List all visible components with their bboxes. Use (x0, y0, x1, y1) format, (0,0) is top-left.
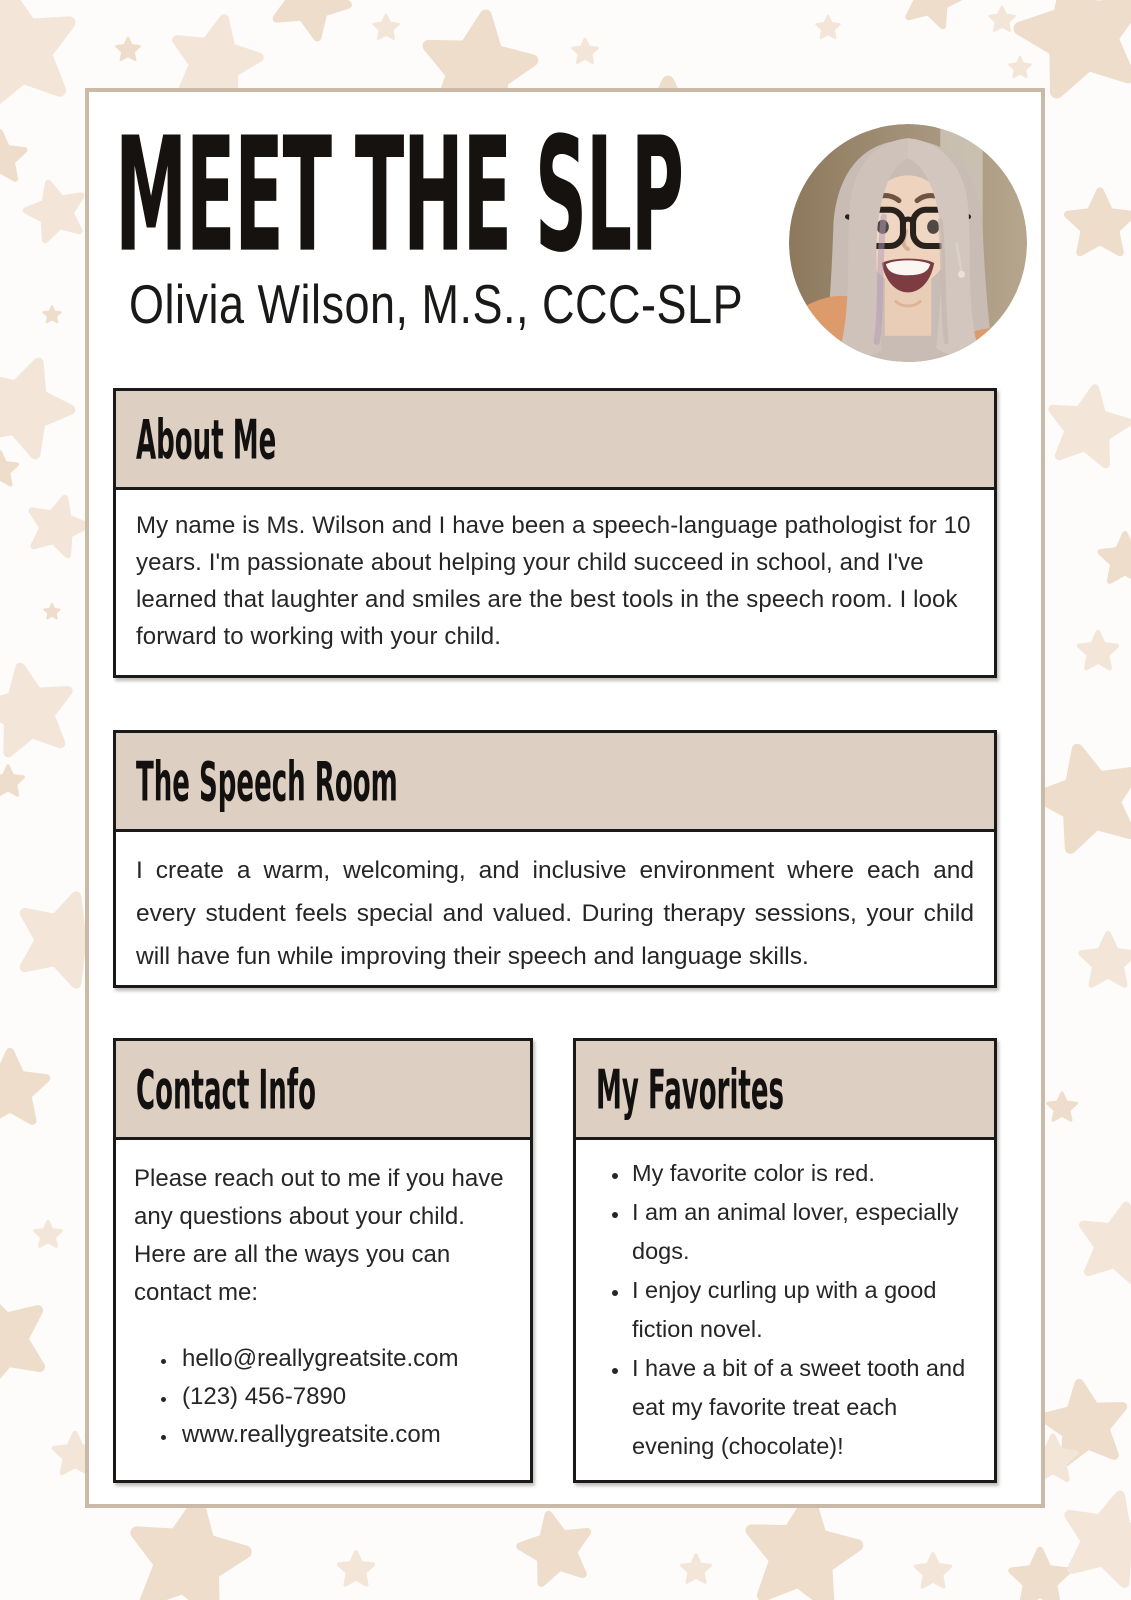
content-panel (85, 88, 1045, 1508)
favorites-item: • I have a bit of a sweet tooth and eat my favorite treat each evening (chocolate)! (630, 1349, 980, 1466)
speech-room-text: I create a warm, welcoming, and inclusive environment where each and every student feels special and valued. During therapy sessions, your child will have fun while improving their speech and language skills. (136, 857, 974, 970)
about-me-header-bar (116, 391, 994, 490)
about-me-heading: About Me (136, 407, 277, 471)
contact-list (134, 1340, 512, 1454)
about-me-body (116, 490, 994, 672)
favorites-list (590, 1154, 980, 1466)
contact-info-heading: Contact Info (136, 1057, 316, 1121)
speech-room-header-bar (116, 733, 994, 832)
favorites-item: • I enjoy curling up with a good fiction novel. (630, 1271, 980, 1349)
contact-info-header-bar (116, 1041, 530, 1140)
page-title: MEET THE SLP (115, 102, 683, 288)
section-contact-info (113, 1038, 533, 1483)
avatar-illustration (789, 124, 1027, 362)
section-my-favorites (573, 1038, 997, 1483)
contact-item-phone: • (123) 456-7890 (178, 1378, 512, 1416)
my-favorites-body (576, 1140, 994, 1466)
favorites-item: • I am an animal lover, especially dogs. (630, 1193, 980, 1271)
profile-photo (789, 124, 1027, 362)
favorites-item: • My favorite color is red. (630, 1154, 980, 1193)
speech-room-heading: The Speech Room (136, 749, 398, 813)
my-favorites-heading: My Favorites (596, 1057, 785, 1121)
contact-item-website: • www.reallygreatsite.com (178, 1416, 512, 1454)
page-subtitle: Olivia Wilson, M.S., CCC-SLP (129, 272, 744, 335)
contact-info-body (116, 1140, 530, 1454)
section-about-me (113, 388, 997, 678)
speech-room-body (116, 832, 994, 995)
contact-intro: Please reach out to me if you have any questions about your child. Here are all the ways you can contact me: (134, 1165, 504, 1306)
my-favorites-header-bar (576, 1041, 994, 1140)
section-speech-room (113, 730, 997, 988)
about-me-text: My name is Ms. Wilson and I have been a speech-language pathologist for 10 years. I'm passionate about helping your child succeed in school, and I've learned that laughter and smiles are the best tools in the speech room. I look forward to working with your child. (136, 512, 971, 650)
contact-item-email: • hello@reallygreatsite.com (178, 1340, 512, 1378)
